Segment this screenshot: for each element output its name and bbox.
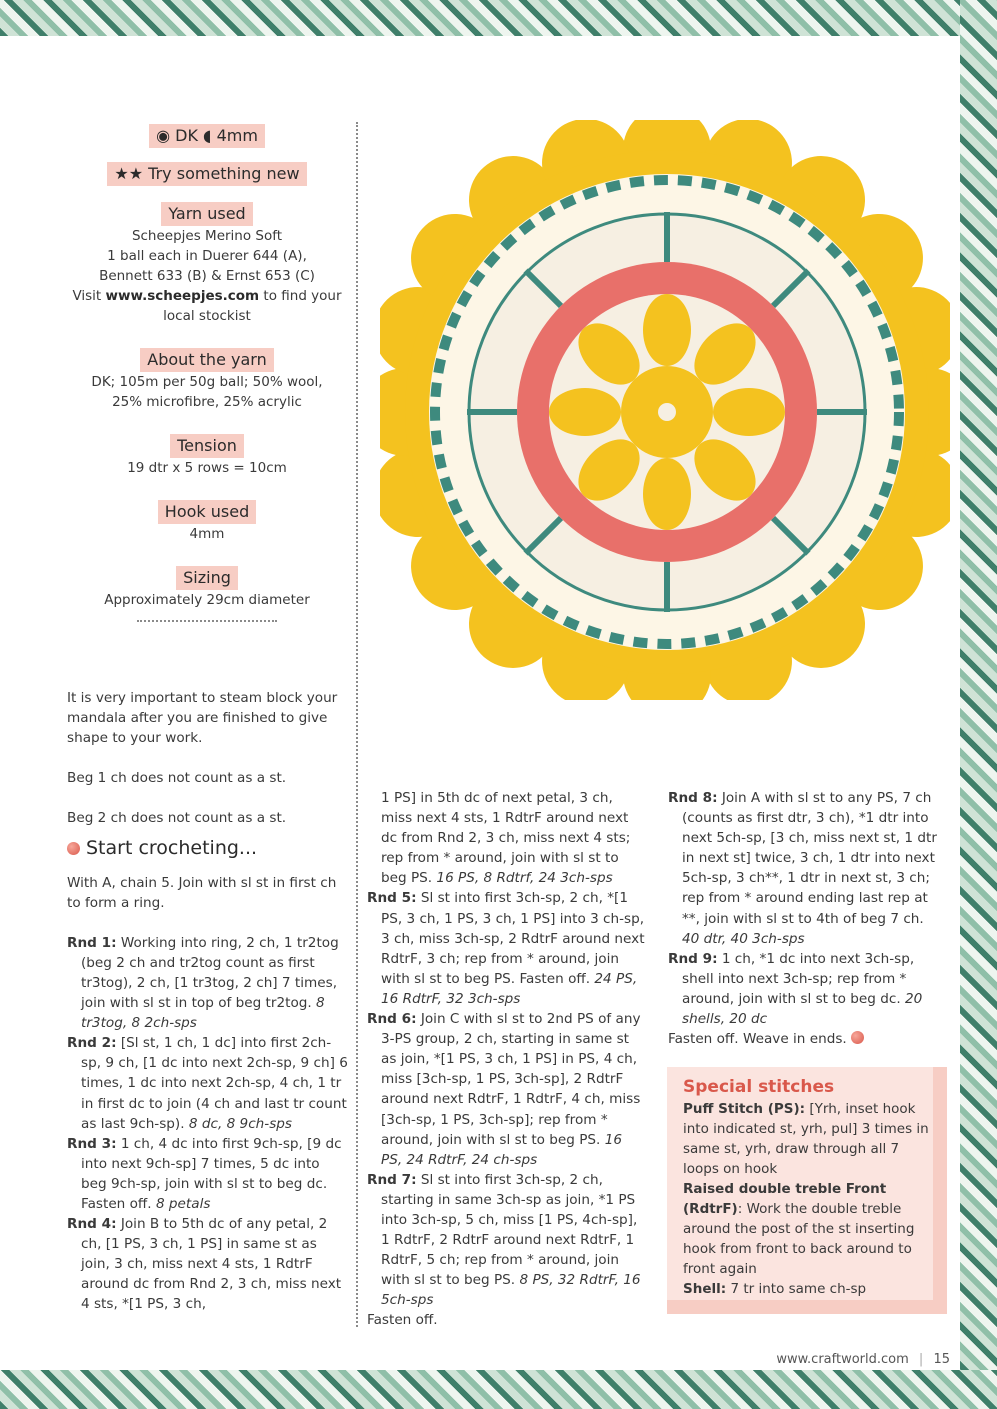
scheepjes-link[interactable]: www.scheepjes.com [105,288,260,304]
yarn-ball-icon: ◉ [156,126,171,145]
round-6: Rnd 6: Join C with sl st to 2nd PS of any 3-PS group, 2 ch, starting in same st as join, *[1 PS, 3 ch, 1 PS] in PS, 4 ch, miss [3ch-sp, 1 PS, 3ch-sp], 2 RdtrF around next RdtrF, 1 RdtrF, 4 ch, miss [3ch-sp, 1 PS, 3ch-sp]; rep from * around, join with sl st to beg PS. 16 PS, 24 RdtrF, 24 ch-sps [367,1011,641,1168]
pattern-info-sidebar [60,120,354,622]
round-2: Rnd 2: [Sl st, 1 ch, 1 dc] into first 2ch-sp, 9 ch, [1 dc into next 2ch-sp, 9 ch] 6 times, 1 dc into next 2ch-sp, 4 ch, 1 tr in first dc to join (4 ch and last tr count as last 9ch-sp). 8 dc, 8 9ch-sps [67,1035,348,1132]
round-9: Rnd 9: 1 ch, *1 dc into next 3ch-sp, shell into next 3ch-sp; rep from * around, join with sl st to beg dc. 20 shells, 20 dc [668,950,923,1028]
beg-1ch-note: Beg 1 ch does not count as a st. [67,770,287,787]
round-5: Rnd 5: Sl st into first 3ch-sp, 2 ch, *[1 PS, 3 ch, 1 PS, 3 ch, 1 PS] into 3 ch-sp, 3 ch, miss 3ch-sp, 2 RdtrF around next RdtrF, 3 ch; rep from * around, join with sl st to beg PS. Fasten off. 24 PS, 16 RdtrF, 32 3ch-sps [367,890,645,1007]
yarn-ball-icon [67,842,80,855]
difficulty-tag: ★★ Try something new [107,162,306,186]
instructions-column-3 [668,788,943,1049]
round-8: Rnd 8: Join A with sl st to any PS, 7 ch (counts as first dtr, 3 ch), *1 dtr into next 5ch-sp, [3 ch, miss next st, 1 dtr in next st] twice, 3 ch, 1 dtr into next 5ch-sp, 3 ch**, 1 dtr in next st, 3 ch; rep from * around ending last rep at **, join with sl st to 4th of beg 7 ch. 40 dtr, 40 3ch-sps [668,790,937,947]
puff-stitch-definition: Puff Stitch (PS): [Yrh, inset hook into indicated st, yrh, pul] 3 times in same st, yrh, draw through all 7 loops on hook [683,1101,929,1177]
page-number: 15 [933,1352,950,1367]
instructions-column-1 [67,688,349,1315]
hook-used-heading: Hook used [158,500,256,524]
hook-icon: ◖ [203,126,212,145]
round-4: Rnd 4: Join B to 5th dc of any petal, 2 ch, [1 PS, 3 ch, 1 PS] in same st as join, 3 ch, miss next 4 sts, 1 RdtrF around dc from Rnd 2, 3 ch, miss next 4 sts, *[1 PS, 3 ch, [67,1216,342,1313]
footer-url[interactable]: www.craftworld.com [776,1352,909,1367]
yarn-used-heading: Yarn used [161,202,252,226]
column-divider [356,122,358,1327]
special-stitches-box [667,1067,947,1314]
yarn-weight-tag: ◉ DK ◖ 4mm [149,124,265,148]
round-9-end: Fasten off. Weave in ends. [668,1029,943,1049]
round-7: Rnd 7: Sl st into first 3ch-sp, 2 ch, starting in same 3ch-sp as join, *1 PS into 3ch-sp, 5 ch, miss [1 PS, 4ch-sp], 1 RdtrF, 2 RdtrF around next RdtrF, 1 RdtrF, 5 ch; rep from * around, join with sl st to beg PS. 8 PS, 32 RdtrF, 16 5ch-sps [367,1171,641,1309]
start-crocheting-heading: Start crocheting... [67,838,349,858]
tension-heading: Tension [170,434,244,458]
star-rating-icon: ★★ [114,164,144,183]
about-yarn-heading: About the yarn [140,348,273,372]
rdtrf-definition: Raised double treble Front (RdtrF): Work the double treble around the post of the st inserting hook from front to back around to front again [683,1181,915,1277]
special-stitches-heading: Special stitches [683,1077,835,1097]
decorative-border-top [0,0,997,36]
round-1: Rnd 1: Working into ring, 2 ch, 1 tr2tog (beg 2 ch and tr2tog count as first tr3tog), 2 ch, [1 tr3tog, 2 ch] 7 times, join with sl st in top of beg tr2tog. 8 tr3tog, 8 2ch-sps [67,934,339,1032]
about-yarn-text: DK; 105m per 50g ball; 50% wool, 25% microfibre, 25% acrylic [91,374,323,410]
shell-definition: Shell: 7 tr into same ch-sp [683,1281,867,1297]
round-7-end: Fasten off. [367,1312,438,1329]
instructions-column-2 [367,788,647,1331]
beg-2ch-note: Beg 2 ch does not count as a st. [67,810,287,827]
tension-text: 19 dtr x 5 rows = 10cm [127,460,287,476]
yarn-used-text: Scheepjes Merino Soft 1 ball each in Duerer 644 (A), Bennett 633 (B) & Ernst 653 (C) Visit www.scheepjes.com to find your local stockist [72,228,342,324]
blocking-note: It is very important to steam block your mandala after you are finished to give shape to your work. [67,690,338,747]
decorative-border-right [960,0,997,1409]
mandala-photo [380,120,950,700]
end-yarn-ball-icon [851,1031,864,1044]
round-4-continued: 1 PS] in 5th dc of next petal, 3 ch, miss next 4 sts, 1 RdtrF around next dc from Rnd 2, 3 ch, miss next 4 sts; rep from * around, join with sl st to beg PS. 16 PS, 8 Rdtrf, 24 3ch-sps [381,790,631,887]
round-3: Rnd 3: 1 ch, 4 dc into first 9ch-sp, [9 dc into next 9ch-sp] 7 times, 5 dc into beg 9ch-sp, join with sl st to beg dc. Fasten off. 8 petals [67,1135,342,1212]
hook-used-text: 4mm [189,526,225,542]
page-footer: www.craftworld.com | 15 [776,1352,950,1367]
divider [137,620,277,622]
decorative-border-bottom [0,1370,997,1409]
sizing-text: Approximately 29cm diameter [104,592,310,608]
sizing-heading: Sizing [176,566,238,590]
foundation-ring: With A, chain 5. Join with sl st in first ch to form a ring. [67,874,337,911]
